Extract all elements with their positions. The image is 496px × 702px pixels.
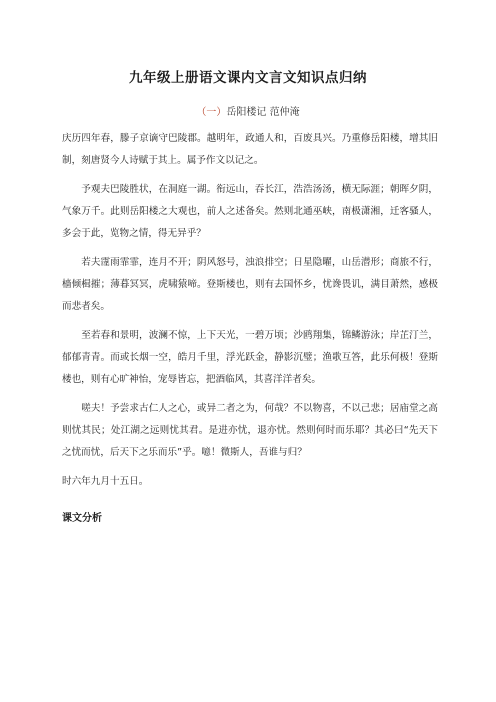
paragraph-1: 庆历四年春，滕子京谪守巴陵郡。越明年，政通人和，百废具兴。乃重修岳阳楼，增其旧制，刻唐贤今人诗赋于其上。属予作文以记之。 — [62, 133, 438, 166]
subtitle-text: 岳阳楼记 范仲淹 — [226, 107, 300, 118]
paragraph-2: 予观夫巴陵胜状，在洞庭一湖。衔远山，吞长江，浩浩汤汤，横无际涯；朝晖夕阴，气象万千。此则岳阳楼之大观也，前人之述备矣。然则北通巫峡，南极潇湘，迁客骚人，多会于此，览物之情，得无异乎？ — [62, 184, 438, 239]
paragraph-3: 若夫霪雨霏霏，连月不开；阴风怒号，浊浪排空；日星隐曜，山岳潜形；商旅不行，樯倾楫摧；薄暮冥冥，虎啸猿啼。登斯楼也，则有去国怀乡，忧谗畏讥，满目萧然，感极而悲者矣。 — [62, 257, 438, 312]
doc-title: 九年级上册语文课内文言文知识点归纳 — [129, 70, 367, 86]
paragraph-5: 嗟夫！予尝求古仁人之心，或异二者之为，何哉？不以物喜，不以己悲；居庙堂之高则忧其民；处江湖之远则忧其君。是进亦忧，退亦忧。然则何时而乐耶？其必曰“先天下之忧而忧，后天下之乐而乐”乎。噫！微斯人，吾谁与归？ — [62, 403, 438, 458]
paragraph-4: 至若春和景明，波澜不惊，上下天光，一碧万顷；沙鸥翔集，锦鳞游泳；岸芷汀兰，郁郁青青。而或长烟一空，皓月千里，浮光跃金，静影沉璧；渔歌互答，此乐何极！登斯楼也，则有心旷神怡，宠辱皆忘，把酒临风，其喜洋洋者矣。 — [62, 330, 438, 385]
section-heading: 课文分析 — [62, 513, 102, 524]
doc-subtitle — [0, 103, 496, 118]
date-line: 时六年九月十五日。 — [62, 476, 149, 487]
doc-body — [62, 128, 438, 524]
subtitle-section-number: （一） — [196, 107, 227, 118]
